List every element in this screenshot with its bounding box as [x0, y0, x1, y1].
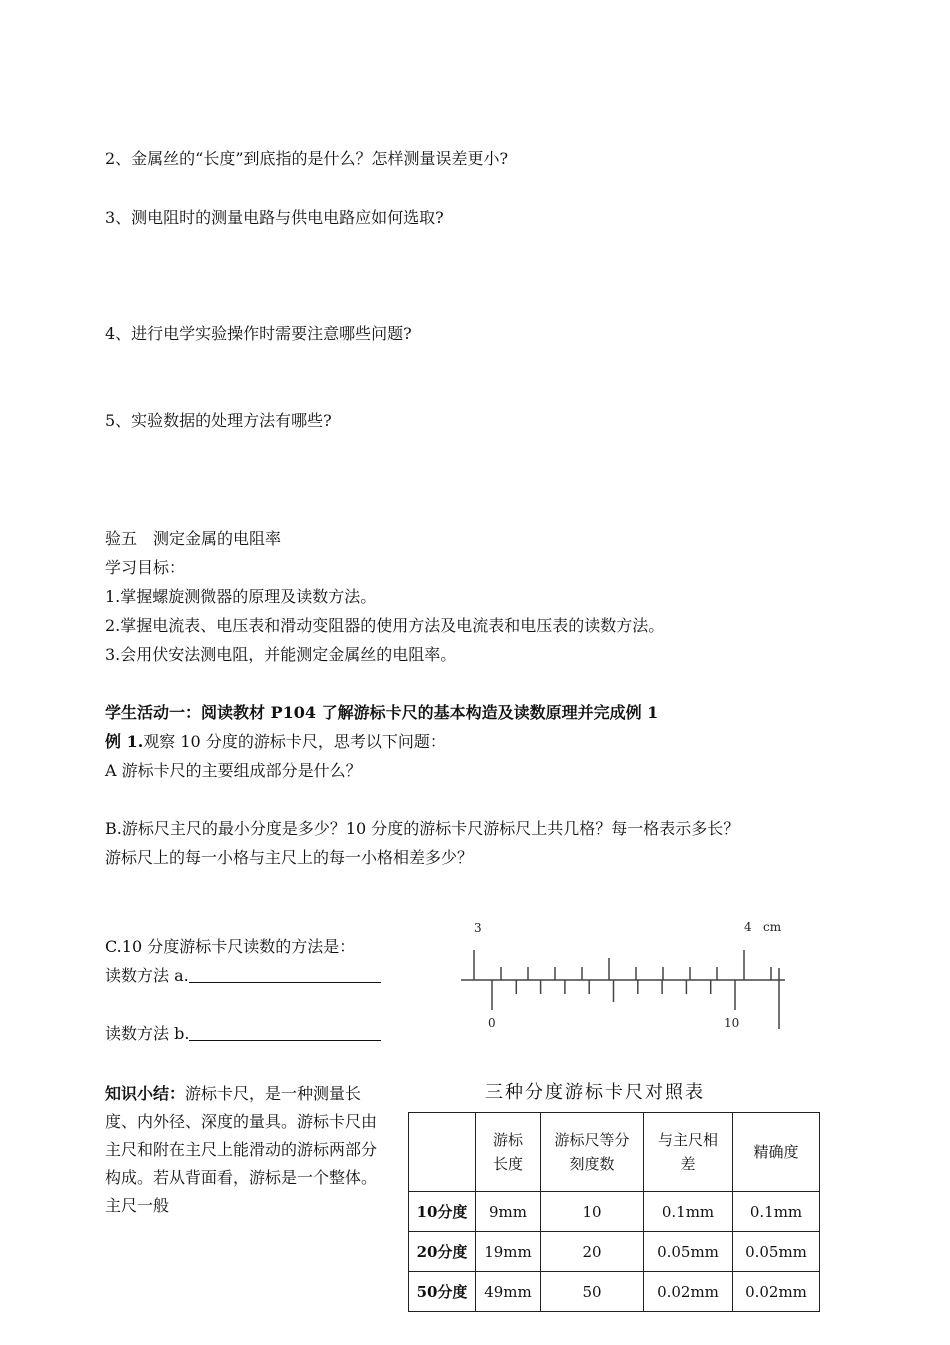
vernier-label-10: 10	[724, 1016, 740, 1030]
activity-heading: 学生活动一：阅读教材 P104 了解游标卡尺的基本构造及读数原理并完成例 1	[105, 703, 659, 722]
table-cell: 49mm	[476, 1272, 541, 1312]
method-b-label: 读数方法 b.	[105, 1024, 190, 1043]
example-text: 观察 10 分度的游标卡尺，思考以下问题：	[143, 732, 446, 751]
table-cell: 0.1mm	[733, 1192, 820, 1232]
question-5: 5、实验数据的处理方法有哪些?	[105, 411, 332, 430]
header-precision: 精确度	[733, 1113, 820, 1192]
table-cell: 9mm	[476, 1192, 541, 1232]
main-scale-label-3: 3	[474, 921, 482, 935]
main-scale-label-4: 4	[744, 920, 752, 934]
table-caption: 三种分度游标卡尺对照表	[485, 1082, 705, 1103]
example-1	[105, 731, 446, 753]
vernier-comparison-table	[408, 1112, 820, 1312]
method-a-label: 读数方法 a.	[105, 966, 189, 985]
row-label: 20分度	[409, 1232, 476, 1272]
table-header-row	[409, 1113, 820, 1192]
goal-1: 1.掌握螺旋测微器的原理及读数方法。	[105, 587, 377, 606]
summary-text: 游标卡尺，是一种测量长度、内外径、深度的量具。游标卡尺由主尺和附在主尺上能滑动的游标两部分构成。若从背面看，游标是一个整体。主尺一般	[105, 1084, 378, 1215]
table-cell: 19mm	[476, 1232, 541, 1272]
method-b-blank[interactable]	[189, 1024, 381, 1041]
question-b-line2: 游标尺上的每一小格与主尺上的每一小格相差多少？	[105, 848, 474, 867]
row-label: 10分度	[409, 1192, 476, 1232]
method-a-blank[interactable]	[189, 966, 381, 983]
table-cell: 10	[541, 1192, 644, 1232]
header-vernier-length: 游标长度	[476, 1113, 541, 1192]
goal-3: 3.会用伏安法测电阻，并能测定金属丝的电阻率。	[105, 645, 457, 664]
question-2: 2、金属丝的“长度”到底指的是什么？怎样测量误差更小?	[105, 149, 509, 168]
question-4: 4、进行电学实验操作时需要注意哪些问题?	[105, 324, 412, 343]
knowledge-summary	[105, 1080, 385, 1220]
question-c: C.10 分度游标卡尺读数的方法是：	[105, 937, 356, 956]
question-b-line1: B.游标尺主尺的最小分度是多少？10 分度的游标卡尺游标尺上共几格？每一格表示多长？	[105, 819, 740, 838]
goals-heading: 学习目标：	[105, 558, 186, 577]
question-a: A 游标卡尺的主要组成部分是什么？	[105, 761, 362, 780]
table-row	[409, 1192, 820, 1232]
experiment-title: 验五 测定金属的电阻率	[105, 529, 282, 548]
table-row	[409, 1272, 820, 1312]
table-cell: 0.02mm	[644, 1272, 733, 1312]
example-label: 例 1.	[105, 732, 144, 751]
table-cell: 50	[541, 1272, 644, 1312]
method-b	[105, 1023, 381, 1045]
summary-label: 知识小结：	[105, 1084, 186, 1103]
goal-2: 2.掌握电流表、电压表和滑动变阻器的使用方法及电流表和电压表的读数方法。	[105, 616, 665, 635]
table-cell: 0.05mm	[733, 1232, 820, 1272]
vernier-caliper-diagram	[455, 912, 795, 1037]
header-empty	[409, 1113, 476, 1192]
question-3: 3、测电阻时的测量电路与供电电路应如何选取?	[105, 208, 444, 227]
unit-label-cm: cm	[763, 920, 782, 934]
vernier-label-0: 0	[488, 1016, 496, 1030]
header-difference: 与主尺相 差	[644, 1113, 733, 1192]
row-label: 50分度	[409, 1272, 476, 1312]
table-cell: 0.02mm	[733, 1272, 820, 1312]
header-division-count: 游标尺等分刻度数	[541, 1113, 644, 1192]
table-cell: 0.1mm	[644, 1192, 733, 1232]
table-row	[409, 1232, 820, 1272]
method-a	[105, 965, 381, 987]
table-cell: 20	[541, 1232, 644, 1272]
table-cell: 0.05mm	[644, 1232, 733, 1272]
